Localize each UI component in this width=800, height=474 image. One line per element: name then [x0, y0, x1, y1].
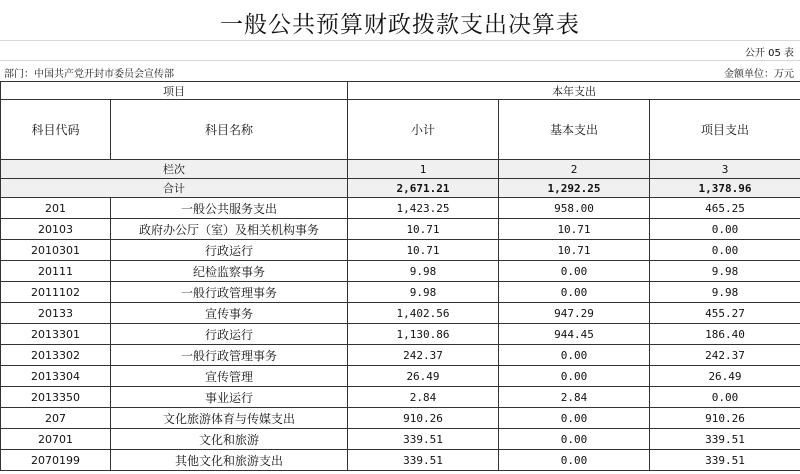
row-name: 政府办公厅（室）及相关机构事务 [111, 219, 348, 240]
row-subtotal: 1,423.25 [348, 198, 499, 219]
row-code: 207 [1, 408, 111, 429]
header-row-1 [1, 82, 800, 100]
row-subtotal: 1,402.56 [348, 303, 499, 324]
row-basic: 0.00 [499, 282, 650, 303]
row-subtotal: 339.51 [348, 429, 499, 450]
sheet-gridline [0, 60, 800, 61]
column-number-row [1, 160, 800, 179]
row-subtotal: 1,130.86 [348, 324, 499, 345]
row-project: 0.00 [650, 387, 800, 408]
row-subtotal: 10.71 [348, 219, 499, 240]
row-subtotal: 26.49 [348, 366, 499, 387]
row-project: 455.27 [650, 303, 800, 324]
header-item: 项目 [1, 82, 348, 100]
table-row [1, 450, 800, 471]
row-basic: 0.00 [499, 408, 650, 429]
row-basic: 10.71 [499, 219, 650, 240]
header-code: 科目代码 [1, 100, 111, 160]
row-code: 2010301 [1, 240, 111, 261]
row-subtotal: 2.84 [348, 387, 499, 408]
row-name: 行政运行 [111, 324, 348, 345]
row-basic: 0.00 [499, 345, 650, 366]
row-project: 0.00 [650, 240, 800, 261]
expenditure-table [0, 81, 800, 471]
row-project: 9.98 [650, 282, 800, 303]
row-basic: 10.71 [499, 240, 650, 261]
row-project: 339.51 [650, 450, 800, 471]
row-subtotal: 910.26 [348, 408, 499, 429]
total-basic: 1,292.25 [499, 179, 650, 198]
row-code: 2013304 [1, 366, 111, 387]
row-name: 宣传管理 [111, 366, 348, 387]
row-project: 9.98 [650, 261, 800, 282]
column-number-2: 2 [499, 160, 650, 179]
table-row [1, 240, 800, 261]
row-subtotal: 10.71 [348, 240, 499, 261]
header-subtotal: 小计 [348, 100, 499, 160]
total-row [1, 179, 800, 198]
row-project: 186.40 [650, 324, 800, 345]
table-row [1, 429, 800, 450]
row-basic: 0.00 [499, 450, 650, 471]
row-code: 20133 [1, 303, 111, 324]
column-number-3: 3 [650, 160, 800, 179]
table-row [1, 408, 800, 429]
column-number-1: 1 [348, 160, 499, 179]
row-name: 其他文化和旅游支出 [111, 450, 348, 471]
row-subtotal: 242.37 [348, 345, 499, 366]
table-row [1, 324, 800, 345]
row-name: 宣传事务 [111, 303, 348, 324]
table-row [1, 366, 800, 387]
table-row [1, 198, 800, 219]
row-project: 0.00 [650, 219, 800, 240]
table-row [1, 282, 800, 303]
row-basic: 958.00 [499, 198, 650, 219]
header-row-2 [1, 100, 800, 160]
row-name: 一般行政管理事务 [111, 282, 348, 303]
row-project: 339.51 [650, 429, 800, 450]
row-name: 行政运行 [111, 240, 348, 261]
row-basic: 2.84 [499, 387, 650, 408]
header-current-year: 本年支出 [348, 82, 800, 100]
row-code: 20111 [1, 261, 111, 282]
total-project: 1,378.96 [650, 179, 800, 198]
row-name: 事业运行 [111, 387, 348, 408]
row-basic: 944.45 [499, 324, 650, 345]
table-row [1, 387, 800, 408]
amount-unit: 金额单位：万元 [724, 69, 794, 80]
table-row [1, 261, 800, 282]
report-title: 一般公共预算财政拨款支出决算表 [220, 12, 580, 38]
table-row [1, 219, 800, 240]
row-subtotal: 339.51 [348, 450, 499, 471]
row-code: 2013350 [1, 387, 111, 408]
department-label: 部门：中国共产党开封市委员会宣传部 [4, 69, 174, 80]
row-name: 文化旅游体育与传媒支出 [111, 408, 348, 429]
sheet-gridline [0, 40, 800, 41]
row-basic: 0.00 [499, 366, 650, 387]
row-code: 20701 [1, 429, 111, 450]
row-code: 2070199 [1, 450, 111, 471]
row-name: 一般行政管理事务 [111, 345, 348, 366]
row-basic: 0.00 [499, 261, 650, 282]
row-basic: 947.29 [499, 303, 650, 324]
column-number-label: 栏次 [1, 160, 348, 179]
table-row [1, 345, 800, 366]
header-project: 项目支出 [650, 100, 800, 160]
row-project: 465.25 [650, 198, 800, 219]
row-name: 一般公共服务支出 [111, 198, 348, 219]
header-name: 科目名称 [111, 100, 348, 160]
header-basic: 基本支出 [499, 100, 650, 160]
table-row [1, 303, 800, 324]
row-code: 2013301 [1, 324, 111, 345]
row-basic: 0.00 [499, 429, 650, 450]
row-subtotal: 9.98 [348, 282, 499, 303]
row-name: 纪检监察事务 [111, 261, 348, 282]
row-project: 242.37 [650, 345, 800, 366]
row-code: 2013302 [1, 345, 111, 366]
row-code: 20103 [1, 219, 111, 240]
row-name: 文化和旅游 [111, 429, 348, 450]
form-code: 公开 05 表 [744, 48, 794, 59]
total-label: 合计 [1, 179, 348, 198]
row-code: 201 [1, 198, 111, 219]
total-subtotal: 2,671.21 [348, 179, 499, 198]
row-code: 2011102 [1, 282, 111, 303]
row-project: 910.26 [650, 408, 800, 429]
row-project: 26.49 [650, 366, 800, 387]
row-subtotal: 9.98 [348, 261, 499, 282]
